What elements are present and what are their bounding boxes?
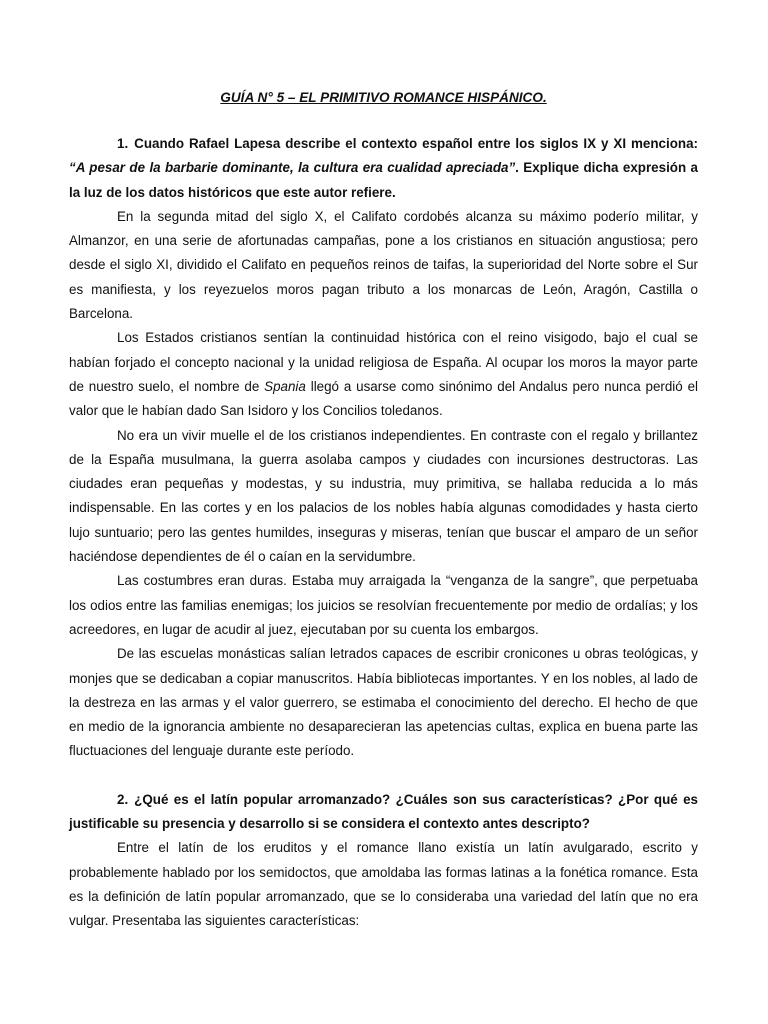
section-spacer [69, 764, 698, 788]
question-2 [69, 788, 698, 837]
question-1-text-after: . Explique dicha expresión a la luz de los datos históricos que este autor refiere. [69, 160, 698, 200]
question-2-number: 2. [117, 791, 129, 807]
document-body [69, 88, 698, 934]
answer-1-paragraph-2-emphasis: Spania [264, 378, 306, 394]
answer-2-paragraph-1: Entre el latín de los eruditos y el romance llano existía un latín avulgarado, escrito y probablemente hablado por los semidoctos, que amoldaba las formas latinas a la fonética romance. Esta es la definición de latín popular arromanzado, que se lo consideraba una variedad del latín que no era vulgar. Presentaba las siguientes características: [69, 840, 698, 929]
question-2-text: ¿Qué es el latín popular arromanzado? ¿Cuáles son sus características? ¿Por qué es justificable su presencia y desarrollo si se considera el contexto antes descripto? [69, 791, 698, 832]
answer-1-paragraph-3: No era un vivir muelle el de los cristianos independientes. En contraste con el regalo y brillantez de la España musulmana, la guerra asolaba campos y ciudades con incursiones destructoras. Las ciudades eran pequeñas y modestas, y su industria, muy primitiva, se hallaba reducida a lo más indispensable. En las cortes y en los palacios de los nobles había algunas comodidades y hasta cierto lujo suntuario; pero las gentes humildes, inseguras y miseras, tenían que buscar el amparo de un señor haciéndose dependientes de él o caían en la servidumbre. [69, 427, 698, 565]
answer-1-paragraph-4: Las costumbres eran duras. Estaba muy arraigada la “venganza de la sangre”, que perpetuaba los odios entre las familias enemigas; los juicios se resolvían frecuentemente por medio de ordalías; y los acreedores, en lugar de acudir al juez, ejecutaban por su cuenta los embargos. [69, 573, 698, 637]
answer-1-paragraph-2 [69, 326, 698, 423]
document-title: GUÍA N° 5 – EL PRIMITIVO ROMANCE HISPÁNICO. [220, 90, 547, 105]
answer-1-paragraph-1: En la segunda mitad del siglo X, el Califato cordobés alcanza su máximo poderío militar, y Almanzor, en una serie de afortunadas campañas, pone a los cristianos en situación angustiosa; pero desde el siglo XI, dividido el Califato en pequeños reinos de taifas, la superioridad del Norte sobre el Sur es manifiesta, y los reyezuelos moros pagan tributo a los monarcas de León, Aragón, Castilla o Barcelona. [69, 208, 698, 322]
question-1-quote: “A pesar de la barbarie dominante, la cultura era cualidad apreciada” [69, 160, 516, 176]
answer-1-paragraph-2-after: llegó a usarse como sinónimo del Andalus pero nunca perdió el valor que le habían dado San Isidoro y los Concilios toledanos. [69, 378, 698, 419]
question-1-text-before: Cuando Rafael Lapesa describe el contexto español entre los siglos IX y XI menciona: [134, 136, 698, 151]
answer-1-paragraph-2-before: Los Estados cristianos sentían la continuidad histórica con el reino visigodo, bajo el cual se habían forjado el concepto nacional y la unidad religiosa de España. Al ocupar los moros la mayor parte de nuestro suelo, el nombre de [69, 330, 698, 394]
question-1-number: 1. [117, 136, 129, 151]
question-1 [69, 132, 698, 205]
answer-1-paragraph-5: De las escuelas monásticas salían letrados capaces de escribir cronicones u obras teológicas, y monjes que se dedicaban a copiar manuscritos. Había bibliotecas importantes. Y en los nobles, al lado de la destreza en las armas y el valor guerrero, se estimaba el conocimiento del derecho. El hecho de que en medio de la ignorancia ambiente no desaparecieran las apetencias cultas, explica en buena parte las fluctuaciones del lenguaje durante este período. [69, 646, 698, 759]
